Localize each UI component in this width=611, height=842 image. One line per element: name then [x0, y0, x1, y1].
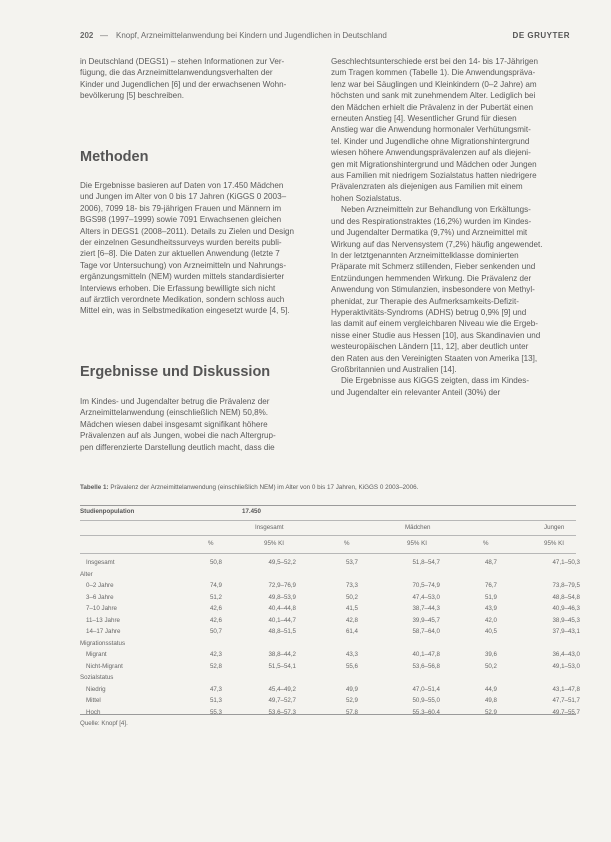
cell-percent: 43,3: [345, 651, 358, 658]
right-paragraph-1: [331, 56, 564, 204]
table-row: [80, 674, 576, 686]
cell-percent: 42,0: [484, 616, 497, 624]
text-line: erneuten Anstieg [4]. Wesentlicher Grund für diesen: [331, 114, 517, 124]
cell-percent: 52,9: [345, 697, 358, 704]
cell-ci: 72,9–76,9: [268, 582, 296, 589]
text-line: Entzündungen hemmenden Wirkung. Die Prävalenz der: [331, 273, 532, 283]
cell-percent: 39,6: [484, 651, 497, 658]
text-line: und Jungen im Alter von 0 bis 17 Jahren (KiGGS 0 2003–: [80, 192, 287, 202]
table-row: [80, 651, 580, 663]
cell-ci: 37,9–43,1: [552, 628, 580, 635]
cell-ci: 51,8–54,7: [412, 559, 440, 566]
header-separator: —: [100, 31, 108, 40]
row-label: 14–17 Jahre: [86, 628, 121, 635]
text-line: in Deutschland (DEGS1) – stehen Informationen zur Ver-: [80, 57, 285, 66]
cell-percent: 50,8: [209, 559, 222, 566]
cell-percent: 61,4: [345, 628, 358, 635]
cell-percent: 48,7: [484, 559, 497, 566]
right-paragraph-3: [331, 375, 564, 398]
text-line: las damit auf einem vergleichbaren Niveau wie die Ergeb-: [331, 319, 538, 329]
text-line: Prävalenzen auf als Jungen, wobei die nach Altergrup-: [80, 431, 276, 441]
text-line: westeuropäischen Ländern [11, 12], aber deutlich unter: [331, 342, 529, 352]
cell-percent: 42,6: [209, 605, 222, 612]
text-line: Tage vor Untersuchung) von Arzneimitteln und Nahrungs-: [80, 260, 287, 270]
cell-ci: 70,5–74,9: [412, 582, 440, 589]
text-line: hohen Sozialstatus.: [331, 193, 402, 203]
cell-percent: 73,3: [345, 582, 358, 589]
cell-percent: 47,3: [209, 685, 222, 693]
cell-percent: 43,9: [484, 605, 497, 612]
cell-percent: 52,8: [209, 662, 222, 670]
text-line: und Jugendalter ein relevanter Anteil (30%) der: [331, 387, 501, 397]
text-line: den Raten aus den Vereinigten Staaten von Amerika [13],: [331, 353, 538, 363]
row-label: Mittel: [86, 697, 101, 704]
cell-percent: 42,8: [345, 616, 358, 624]
running-title: Knopf, Arzneimittelanwendung bei Kindern und Jugendlichen in Deutschland: [116, 31, 387, 40]
table-rule-2: [80, 535, 576, 536]
page-number: 202: [80, 31, 94, 40]
ci-header-3: 95% KI: [544, 540, 564, 547]
row-label: Nicht-Migrant: [86, 662, 123, 670]
cell-percent: 51,3: [209, 697, 222, 704]
cell-ci: 55,3–60,4: [412, 708, 440, 716]
text-line: und Jugendalter Dermatika (9,7%) und Arzneimittel mit: [331, 228, 528, 238]
text-line: bevölkerung [5] beschreiben.: [80, 91, 184, 101]
text-line: Die Ergebnisse aus KiGGS zeigten, dass im Kindes-: [341, 376, 530, 386]
right-paragraph-2: [331, 204, 564, 375]
table-row: [80, 697, 580, 709]
cell-ci: 49,1–53,0: [552, 662, 580, 670]
row-label: 11–13 Jahre: [86, 616, 120, 624]
right-column: [331, 56, 564, 398]
table-row: [80, 559, 580, 571]
text-line: und des Respirationstraktes (16,2%) wurden im Kindes-: [331, 216, 532, 226]
text-line: Mädchen wiesen dabei insgesamt signifikant höhere: [80, 419, 268, 429]
text-line: BGS98 (1997–1999) sowie 7091 Erwachsenen gleichen: [80, 215, 282, 225]
cell-percent: 49,8: [484, 697, 497, 704]
methods-paragraph: [80, 180, 313, 317]
table-caption-text: Prävalenz der Arzneimittelanwendung (einschließlich NEM) im Alter von 0 bis 17 Jahren, KiGGS 0 2003–2006.: [110, 484, 419, 491]
cell-percent: 41,5: [345, 605, 358, 612]
cell-ci: 40,4–44,8: [268, 605, 296, 612]
table-caption-label: Tabelle 1:: [80, 484, 109, 491]
cell-ci: 45,4–49,2: [268, 685, 296, 693]
cell-ci: 58,7–64,0: [412, 628, 440, 635]
methods-body: [80, 180, 313, 317]
text-line: zum Tragen kommen (Tabelle 1). Die Anwendungspräva-: [331, 68, 536, 78]
text-line: pen differenzierte Darstellung deutlich macht, dass die: [80, 442, 275, 452]
text-line: Interviews erhoben. Die Erfassung bewilligte sich nicht: [80, 283, 276, 293]
cell-ci: 49,7–52,7: [268, 697, 296, 704]
intro-paragraph: [80, 56, 313, 102]
pct-header-3: %: [483, 540, 489, 547]
cell-percent: 52,9: [484, 708, 497, 716]
text-line: Mittel ein, was in Selbstmedikation eingesetzt wurde [4, 5].: [80, 306, 290, 316]
methods-heading: Methoden: [80, 149, 149, 165]
text-line: Im Kindes- und Jugendalter betrug die Prävalenz der: [80, 397, 270, 406]
text-line: Alters in DEGS1 (2008–2011). Details zu Zielen und Design: [80, 226, 294, 236]
cell-percent: 74,9: [209, 582, 222, 589]
pct-header-1: %: [208, 540, 214, 547]
table-row: [80, 685, 580, 698]
cell-ci: 53,6–57,3: [268, 708, 296, 716]
table-row: [80, 640, 576, 652]
text-line: Kinder und Jugendlichen [6] und der erwachsenen Wohn-: [80, 79, 287, 89]
table-row: [80, 605, 580, 617]
text-line: Die Ergebnisse basieren auf Daten von 17.450 Mädchen: [80, 181, 284, 190]
group-header-maedchen: Mädchen: [405, 524, 431, 531]
cell-ci: 73,8–79,5: [552, 582, 580, 589]
cell-percent: 42,3: [209, 651, 222, 658]
cell-percent: 50,7: [209, 628, 222, 635]
text-line: Arzneimittelanwendung (einschließlich NEM) 50,8%.: [80, 408, 269, 418]
cell-percent: 51,2: [209, 593, 222, 601]
row-label: Alter: [80, 570, 93, 578]
cell-ci: 48,8–51,5: [268, 628, 296, 635]
text-line: Großbritannien und Australien [14].: [331, 364, 457, 374]
text-line: phenidat, zur Therapie des Aufmerksamkeits-Defizit-: [331, 296, 519, 306]
cell-percent: 49,9: [345, 685, 358, 693]
table-row: [80, 662, 580, 675]
cell-ci: 49,5–52,2: [268, 559, 296, 566]
cell-ci: 47,7–51,7: [552, 697, 580, 704]
cell-ci: 36,4–43,0: [552, 651, 580, 658]
cell-ci: 53,6–56,8: [412, 662, 440, 670]
cell-ci: 43,1–47,8: [552, 685, 580, 693]
table-header-row-3: [80, 540, 576, 550]
text-line: den Mädchen erhielt die Prävalenz in der Pubertät einen: [331, 102, 534, 112]
row-label: Insgesamt: [86, 559, 115, 566]
group-header-insgesamt: Insgesamt: [255, 524, 284, 531]
table-row: [80, 628, 580, 640]
text-line: fügung, die das Arzneimittelanwendungsverhalten der: [80, 68, 273, 78]
text-line: auf ärztlich verordnete Medikation, sondern schloss auch: [80, 295, 285, 305]
table-bottom-rule: [80, 714, 576, 715]
cell-percent: 55,6: [345, 662, 358, 670]
text-line: wiesen höhere Anwendungsprävalenzen auf als diejeni-: [331, 148, 531, 158]
cell-ci: 48,8–54,8: [552, 593, 580, 601]
studienpopulation-header: Studienpopulation: [80, 508, 135, 515]
row-label: 3–6 Jahre: [86, 593, 114, 601]
cell-ci: 40,9–46,3: [552, 605, 580, 612]
cell-ci: 40,1–44,7: [268, 616, 296, 624]
text-line: tel. Kinder und Jugendliche ohne Migrationshintergrund: [331, 136, 530, 146]
text-line: 2006), 7099 18- bis 79-jährigen Frauen und Männern im: [80, 203, 282, 213]
row-label: 0–2 Jahre: [86, 582, 114, 589]
text-line: Neben Arzneimitteln zur Behandlung von Erkältungs-: [341, 205, 531, 215]
cell-ci: 47,4–53,0: [412, 593, 440, 601]
ci-header-1: 95% KI: [264, 540, 284, 547]
text-line: Anwendung von Stimulanzien, insbesondere von Methyl-: [331, 285, 535, 295]
cell-ci: 51,5–54,1: [268, 662, 296, 670]
table-row: [80, 616, 580, 629]
cell-percent: 50,2: [345, 593, 358, 601]
table-top-rule: [80, 505, 576, 506]
cell-ci: 39,9–45,7: [412, 616, 440, 624]
text-line: der einzelnen Gesundheitssurveys wurden bereits publi-: [80, 238, 282, 248]
table-header-row-2: [80, 524, 576, 534]
cell-percent: 76,7: [484, 582, 497, 589]
cell-ci: 38,8–44,2: [268, 651, 296, 658]
left-column-intro: [80, 56, 313, 102]
cell-ci: 47,0–51,4: [412, 685, 440, 693]
cell-percent: 44,9: [484, 685, 497, 693]
text-line: aus Familien mit niedrigem Sozialstatus hatten niedrigere: [331, 171, 537, 181]
text-line: Anstieg war die Anwendung hormonaler Verhütungsmit-: [331, 125, 531, 135]
results-heading: Ergebnisse und Diskussion: [80, 364, 271, 380]
cell-ci: 40,1–47,8: [412, 651, 440, 658]
publisher-logo: DE GRUYTER: [512, 31, 570, 40]
cell-ci: 50,9–55,0: [412, 697, 440, 704]
text-line: nisse einer Studie aus Hessen [10], aus Skandinavien und: [331, 330, 541, 340]
table-rule-3: [80, 553, 576, 554]
row-label: Niedrig: [86, 685, 106, 693]
cell-percent: 42,6: [209, 616, 222, 624]
text-line: In der letztgenannten Arzneimittelklasse dominierten: [331, 250, 519, 260]
table-row: [80, 582, 580, 594]
cell-percent: 53,7: [345, 559, 358, 566]
row-label: 7–10 Jahre: [86, 605, 117, 612]
text-line: Geschlechtsunterschiede erst bei den 14- bis 17-Jährigen: [331, 57, 538, 66]
cell-ci: 47,1–50,3: [552, 559, 580, 566]
text-line: lenz war bei Säuglingen und Kleinkindern (0–2 Jahre) am: [331, 79, 537, 89]
results-paragraph: [80, 396, 313, 453]
cell-percent: 55,3: [209, 708, 222, 716]
n-total: 17.450: [242, 508, 261, 515]
running-header: [80, 31, 570, 45]
row-label: Hoch: [86, 708, 101, 716]
text-line: Hyperaktivitäts-Syndroms (ADHS) betrug 0,9% [9] und: [331, 307, 527, 317]
table-caption: [80, 484, 580, 491]
text-line: ziert [6–8]. Die Daten zur aktuellen Anwendung (letzte 7: [80, 249, 280, 259]
cell-ci: 49,8–53,9: [268, 593, 296, 601]
table-rule-1: [80, 520, 576, 521]
pct-header-2: %: [344, 540, 350, 547]
cell-percent: 50,2: [484, 662, 497, 670]
cell-percent: 57,8: [345, 708, 358, 716]
table-row: [80, 593, 580, 606]
cell-ci: 49,7–55,7: [552, 708, 580, 716]
cell-percent: 40,5: [484, 628, 497, 635]
cell-ci: 38,9–45,3: [552, 616, 580, 624]
table-row: [80, 571, 576, 583]
text-line: gen mit Migrationshintergrund und Mädchen oder Jungen: [331, 159, 537, 169]
text-line: Prävalenzraten als diejenigen aus Familien mit einem: [331, 182, 523, 192]
row-label: Sozialstatus: [80, 674, 114, 681]
table-source: Quelle: Knopf [4].: [80, 720, 128, 727]
row-label: Migrationsstatus: [80, 639, 126, 647]
cell-percent: 51,9: [484, 593, 497, 601]
group-header-jungen: Jungen: [544, 524, 565, 531]
text-line: ergänzungsmitteln (NEM) wurden mittels standardisierter: [80, 272, 285, 282]
text-line: höchsten und sank mit zunehmendem Alter. Lediglich bei: [331, 91, 536, 101]
row-label: Migrant: [86, 651, 107, 658]
table-header-row-1: [80, 508, 576, 518]
text-line: Wirkung auf das Nervensystem (7,2%) häufig angewendet.: [331, 239, 543, 249]
cell-ci: 38,7–44,3: [412, 605, 440, 612]
ci-header-2: 95% KI: [407, 540, 427, 547]
results-body: [80, 396, 313, 453]
text-line: Präparate mit Schmerz stillenden, Fieber senkenden und: [331, 262, 536, 272]
